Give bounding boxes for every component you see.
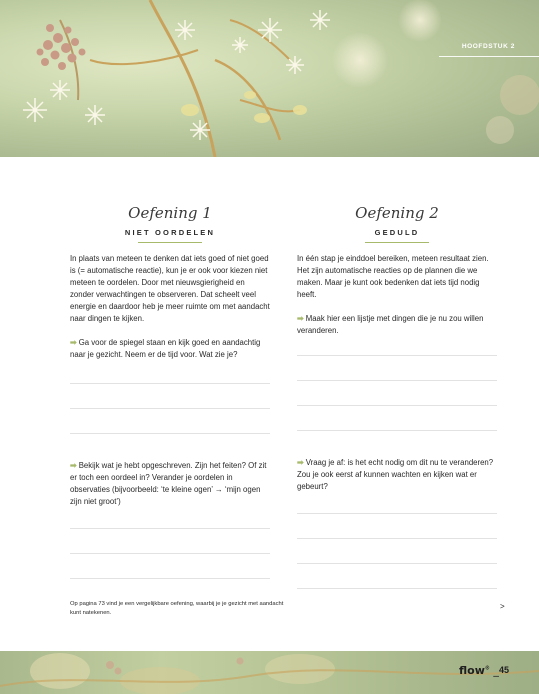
arrow-right-icon: ➡ <box>297 314 304 323</box>
chapter-divider <box>439 56 539 57</box>
writing-line[interactable] <box>297 405 497 406</box>
exercise-2-prompt-2-text: Vraag je af: is het echt nodig om dit nu te veranderen? Zou je ook eerst af kunnen wachten en kijken wat er gebeurt? <box>297 458 494 491</box>
brand-logo: flow® _ <box>459 664 499 677</box>
exercise-2-column <box>297 203 497 589</box>
writing-line[interactable] <box>70 383 270 384</box>
exercise-1-prompt-1-text: Ga voor de spiegel staan en kijk goed en aandachtig naar je gezicht. Neem er de tijd voor. Wat zie je? <box>70 338 261 359</box>
exercise-2-prompt-1 <box>297 313 497 337</box>
exercise-1-intro: In plaats van meteen te denken dat iets goed of niet goed is (= automatische reactie), kun je er ook voor kiezen niet meteen te oordelen. Door met nieuwsgierigheid en zonder verwachtingen te observeren. Dat scheelt veel energie en daardoor heb je meer ruimte om met aandacht naar dingen te kijken. <box>70 254 270 323</box>
writing-line[interactable] <box>70 528 270 529</box>
exercise-1-prompt-2-text: Bekijk wat je hebt opgeschreven. Zijn het feiten? Of zit er toch een oordeel in? Verander je oordelen in observaties (bijvoorbeeld: ‘te kleine ogen’ → ‘mijn ogen zijn niet groot’) <box>70 461 267 506</box>
writing-line[interactable] <box>70 433 270 434</box>
brand-logo-text: flow <box>459 664 485 677</box>
exercise-1-prompt-1 <box>70 337 270 361</box>
exercise-1-subtitle-rule <box>138 242 202 243</box>
exercise-2-prompt-1-text: Maak hier een lijstje met dingen die je nu zou willen veranderen. <box>297 314 484 335</box>
exercise-2-title: Oefening 2 <box>355 204 439 222</box>
footnote: Op pagina 73 vind je een vergelijkbare oefening, waarbij je je gezicht met aandacht kunt natekenen. <box>70 601 284 616</box>
chapter-label: HOOFDSTUK 2 <box>461 43 515 50</box>
exercise-1-column <box>70 203 270 579</box>
writing-line[interactable] <box>70 553 270 554</box>
arrow-right-icon: ➡ <box>70 338 77 347</box>
writing-line[interactable] <box>297 588 497 589</box>
exercise-2-subtitle: GEDULD <box>374 228 420 237</box>
exercise-2-intro: In één stap je einddoel bereiken, meteen resultaat zien. Het zijn automatische reacties op de plannen die we maken. Maar je kunt ook bedenken dat iets tijd nodig heeft. <box>297 254 489 299</box>
next-page-arrow: > <box>500 602 505 611</box>
writing-line[interactable] <box>297 563 497 564</box>
writing-line[interactable] <box>70 578 270 579</box>
arrow-right-icon: ➡ <box>70 461 77 470</box>
exercise-2-prompt-2 <box>297 457 497 493</box>
writing-line[interactable] <box>297 430 497 431</box>
writing-line[interactable] <box>297 380 497 381</box>
exercise-2-subtitle-rule <box>365 242 429 243</box>
writing-line[interactable] <box>70 408 270 409</box>
arrow-right-icon: ➡ <box>297 458 304 467</box>
header-photo <box>0 0 539 157</box>
exercise-1-title: Oefening 1 <box>128 204 212 222</box>
writing-line[interactable] <box>297 538 497 539</box>
exercise-1-subtitle: NIET OORDELEN <box>124 228 216 237</box>
writing-line[interactable] <box>297 355 497 356</box>
writing-line[interactable] <box>297 513 497 514</box>
flower-illustration <box>0 0 539 157</box>
exercise-1-prompt-2 <box>70 460 270 508</box>
page-number: 45 <box>499 665 510 675</box>
